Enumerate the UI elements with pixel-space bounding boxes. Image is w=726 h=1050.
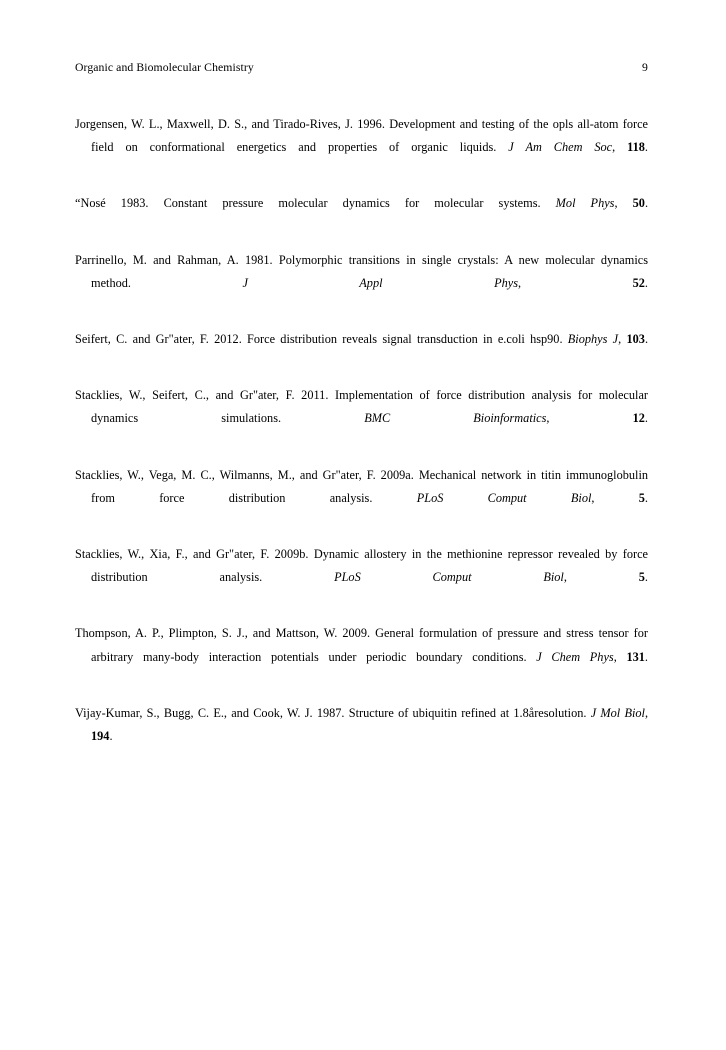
entry-authors-year: Stacklies, W., Vega, M. C., Wilmanns, M., and Gr"ater, F. 2009a.: [75, 467, 414, 482]
entry-separator: ,: [614, 196, 618, 211]
entry-authors-year: Seifert, C. and Gr"ater, F. 2012.: [75, 332, 242, 347]
entry-volume: 12: [632, 411, 645, 426]
entry-title: Structure of ubiquitin refined at 1.8åresolution.: [348, 705, 587, 720]
entry-volume: 5: [638, 570, 645, 585]
entry-authors-year: Vijay-Kumar, S., Bugg, C. E., and Cook, W. J. 1987.: [75, 705, 345, 720]
bibliography-entry: [75, 192, 648, 238]
entry-separator: ,: [563, 570, 567, 585]
entry-terminator: .: [109, 729, 113, 744]
bibliography-entry: [75, 622, 648, 692]
entry-terminator: .: [644, 570, 648, 585]
bibliography-entry: [75, 384, 648, 454]
entry-volume: 50: [632, 196, 645, 211]
bibliography-entry: [75, 543, 648, 613]
entry-volume: 131: [626, 649, 645, 664]
entry-title: Development and testing of the opls all-atom force field on conformational energetics and properties of organic liquids.: [91, 117, 648, 155]
entry-terminator: .: [644, 490, 648, 505]
entry-authors-year: Stacklies, W., Seifert, C., and Gr"ater, F. 2011.: [75, 388, 329, 403]
entry-journal: J Am Chem Soc: [508, 140, 613, 155]
bibliography-list: [75, 113, 648, 771]
entry-authors-year: “Nosé 1983.: [75, 196, 149, 211]
entry-separator: ,: [618, 332, 622, 347]
entry-journal: Biophys J: [567, 332, 619, 347]
entry-volume: 52: [632, 275, 645, 290]
bibliography-entry: [75, 328, 648, 374]
entry-authors-year: Jorgensen, W. L., Maxwell, D. S., and Tirado-Rives, J. 1996.: [75, 117, 385, 131]
entry-authors-year: Thompson, A. P., Plimpton, S. J., and Mattson, W. 2009.: [75, 626, 371, 641]
bibliography-entry: [75, 464, 648, 534]
entry-authors-year: Stacklies, W., Xia, F., and Gr"ater, F. 2009b.: [75, 547, 309, 562]
running-head-title: Organic and Biomolecular Chemistry: [75, 61, 254, 74]
entry-terminator: .: [644, 649, 648, 664]
entry-separator: ,: [591, 490, 595, 505]
entry-journal: PLoS Comput Biol: [334, 570, 564, 585]
entry-volume: 5: [638, 490, 645, 505]
entry-authors-year: Parrinello, M. and Rahman, A. 1981.: [75, 252, 273, 267]
entry-separator: ,: [546, 411, 550, 426]
entry-separator: ,: [613, 649, 617, 664]
running-head: [75, 62, 648, 74]
entry-journal: PLoS Comput Biol: [416, 490, 592, 505]
entry-title: Dynamic allostery in the methionine repressor revealed by force distribution analysis.: [91, 547, 648, 585]
bibliography-entry: [75, 249, 648, 319]
entry-separator: ,: [612, 140, 616, 155]
entry-title: Force distribution reveals signal transduction in e.coli hsp90.: [247, 332, 563, 347]
entry-title: General formulation of pressure and stress tensor for arbitrary many-body interaction potentials under periodic boundary conditions.: [91, 626, 648, 664]
entry-journal: J Chem Phys: [536, 649, 614, 664]
entry-volume: 103: [626, 332, 645, 347]
entry-terminator: .: [644, 140, 648, 155]
entry-separator: ,: [517, 275, 522, 290]
page-number: 9: [642, 61, 648, 74]
entry-journal: J Mol Biol: [590, 705, 645, 720]
entry-title: Implementation of force distribution analysis for molecular dynamics simulations.: [91, 388, 648, 426]
entry-journal: Mol Phys: [555, 196, 615, 211]
bibliography-entry: [75, 702, 648, 772]
bibliography-entry: [75, 113, 648, 183]
entry-separator: ,: [644, 705, 649, 720]
entry-volume: 118: [627, 140, 645, 155]
entry-terminator: .: [644, 332, 649, 347]
entry-journal: J Appl Phys: [242, 275, 518, 290]
entry-volume: 194: [91, 729, 110, 744]
entry-terminator: .: [644, 411, 648, 426]
entry-journal: BMC Bioinformatics: [364, 411, 547, 426]
entry-title: Mechanical network in titin immunoglobulin from force distribution analysis.: [91, 467, 649, 505]
entry-terminator: .: [644, 196, 649, 211]
entry-title: Constant pressure molecular dynamics for molecular systems.: [163, 196, 541, 211]
entry-title: Polymorphic transitions in single crystals: A new molecular dynamics method.: [91, 252, 648, 290]
entry-terminator: .: [644, 275, 648, 290]
